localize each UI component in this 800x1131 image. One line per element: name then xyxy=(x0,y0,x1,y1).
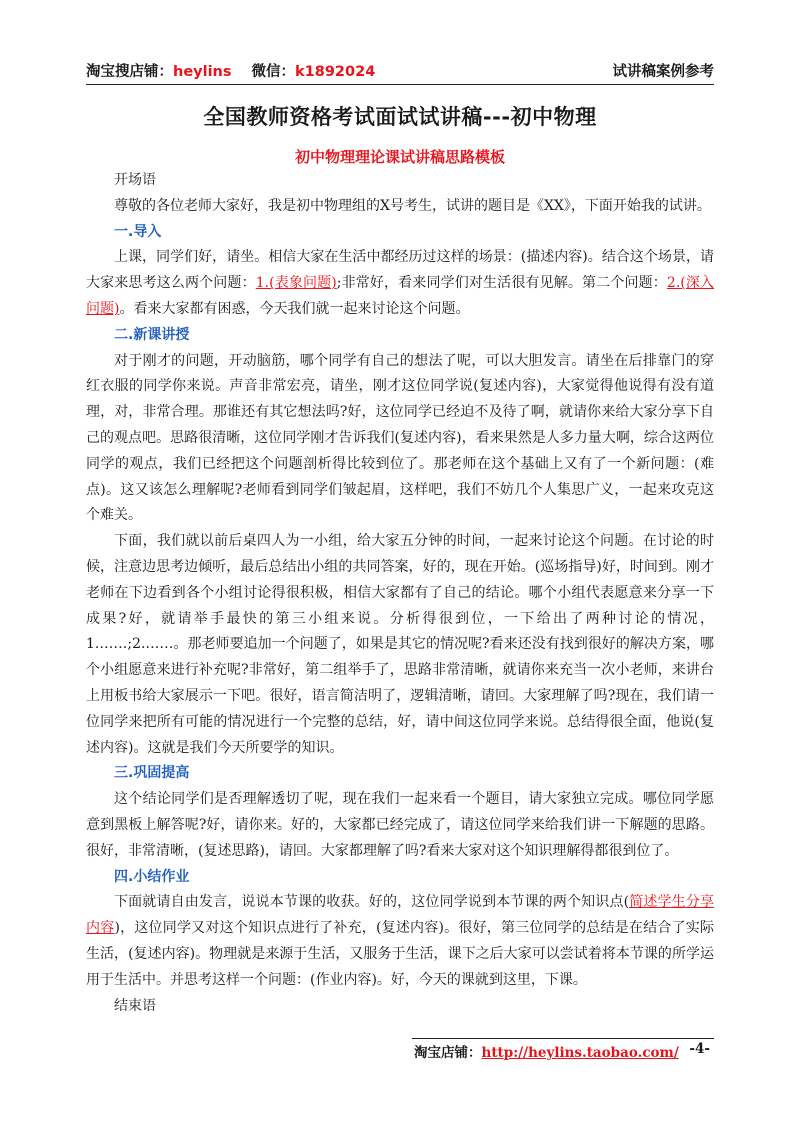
section-heading-consolidate: 三.巩固提高 xyxy=(114,765,190,782)
document-body xyxy=(86,168,714,1019)
footer-divider xyxy=(412,1038,714,1039)
intro-text-b: ;非常好，看来同学们对生活很有见解。第二个问题： xyxy=(336,275,667,292)
intro-question-1-link[interactable]: 1.(表象问题) xyxy=(255,275,337,292)
opening-label: 开场语 xyxy=(114,172,156,188)
header-wechat-id: k1892024 xyxy=(295,64,376,80)
header-right-text: 试讲稿案例参考 xyxy=(612,64,714,80)
intro-text-c: 。看来大家都有困惑，今天我们就一起来讨论这个问题。 xyxy=(119,300,470,317)
header-divider xyxy=(86,84,714,85)
new-lesson-paragraph-2: 下面，我们就以前后桌四人为一小组，给大家五分钟的时间，一起来讨论这个问题。在讨论的时候，注意边思考边倾听，最后总结出小组的共同答案，好的，现在开始。(巡场指导)好，时间到。刚才老师在下边看到各个小组讨论得很积极，相信大家都有了自己的结论。哪个小组代表愿意来分享一下成果?好，就请举手最快的第三小组来说。分析得很到位，一下给出了两种讨论的情况，1.……;2.……。那老师要追加一个问题了，如果是其它的情况呢?看来还没有找到很好的解决方案，哪个小组愿意来进行补充呢?非常好，第二组举手了，思路非常清晰，就请你来充当一次小老师，来讲台上用板书给大家展示一下吧。很好，语言简洁明了，逻辑清晰，请回。大家理解了吗?现在，我们请一位同学来把所有可能的情况进行一个完整的总结，好，请中间这位同学来说。总结得很全面，他说(复述内容)。这就是我们今天所要学的知识。 xyxy=(86,533,714,756)
opening-text: 尊敬的各位老师大家好，我是初中物理组的X号考生，试讲的题目是《XX》，下面开始我的试讲。 xyxy=(114,197,711,214)
intro-text-a: 上课，同学们好，请坐。相信大家在生活中都经历过这样的场景：(描述内容)。结合这个场景，请大家来思考这么两个问题： xyxy=(86,249,714,292)
summary-share-link[interactable]: 简述学生分享内容 xyxy=(86,894,714,937)
new-lesson-paragraph-1: 对于刚才的问题，开动脑筋，哪个同学有自己的想法了呢，可以大胆发言。请坐在后排靠门的穿红衣服的同学你来说。声音非常宏亮，请坐，刚才这位同学说(复述内容)，大家觉得他说得有没有道理，对，非常合理。那谁还有其它想法吗?好，这位同学已经迫不及待了啊，就请你来给大家分享下自己的观点吧。思路很清晰，这位同学刚才告诉我们(复述内容)，看来果然是人多力量大啊，综合这两位同学的观点，我们已经把这个问题剖析得比较到位了。那老师在这个基础上又有了一个新问题：(难点)。这又该怎么理解呢?老师看到同学们皱起眉，这样吧，我们不妨几个人集思广义，一起来攻克这个难关。 xyxy=(86,352,714,524)
header-store-label: 淘宝搜店铺： xyxy=(86,64,173,80)
closing-label: 结束语 xyxy=(114,997,156,1014)
footer-store-label: 淘宝店铺： xyxy=(414,1045,482,1061)
intro-question-2-link[interactable]: 2.(深入问题) xyxy=(86,275,715,317)
consolidate-paragraph: 这个结论同学们是否理解透切了呢，现在我们一起来看一个题目，请大家独立完成。哪位同学愿意到黑板上解答呢?好，请你来。好的，大家都已经完成了，请这位同学来给我们讲一下解题的思路。很好，非常清晰，(复述思路)，请回。大家都理解了吗?看来大家对这个知识理解得都很到位了。 xyxy=(86,791,714,859)
header-store-info xyxy=(86,60,375,81)
page-footer xyxy=(412,1041,714,1061)
summary-text-a: 下面就请自由发言，说说本节课的收获。好的，这位同学说到本节课的两个知识点( xyxy=(114,894,630,911)
footer-store-info xyxy=(414,1041,679,1061)
page-header xyxy=(86,58,714,82)
summary-paragraph xyxy=(86,890,714,993)
header-wechat-label: 微信： xyxy=(251,64,296,80)
page-number: -4- xyxy=(689,1041,710,1057)
section-heading-new-lesson: 二.新课讲授 xyxy=(114,326,190,343)
header-store-name: heylins xyxy=(173,64,232,80)
section-heading-summary: 四.小结作业 xyxy=(114,868,190,885)
section-heading-intro: 一.导入 xyxy=(114,223,162,240)
footer-store-url[interactable]: http://heylins.taobao.com/ xyxy=(481,1045,679,1061)
page-subtitle: 初中物理理论课试讲稿思路模板 xyxy=(294,148,505,166)
page-title: 全国教师资格考试面试试讲稿---初中物理 xyxy=(203,105,597,129)
intro-paragraph xyxy=(86,245,714,322)
summary-text-b: )，这位同学又对这个知识点进行了补充，(复述内容)。很好，第三位同学的总结是在结合了实际生活，(复述内容)。物理就是来源于生活，又服务于生活，课下之后大家可以尝试着将本节课的所学运用于生活中。并思考这样一个问题：(作业内容)。好，今天的课就到这里，下课。 xyxy=(86,920,715,988)
